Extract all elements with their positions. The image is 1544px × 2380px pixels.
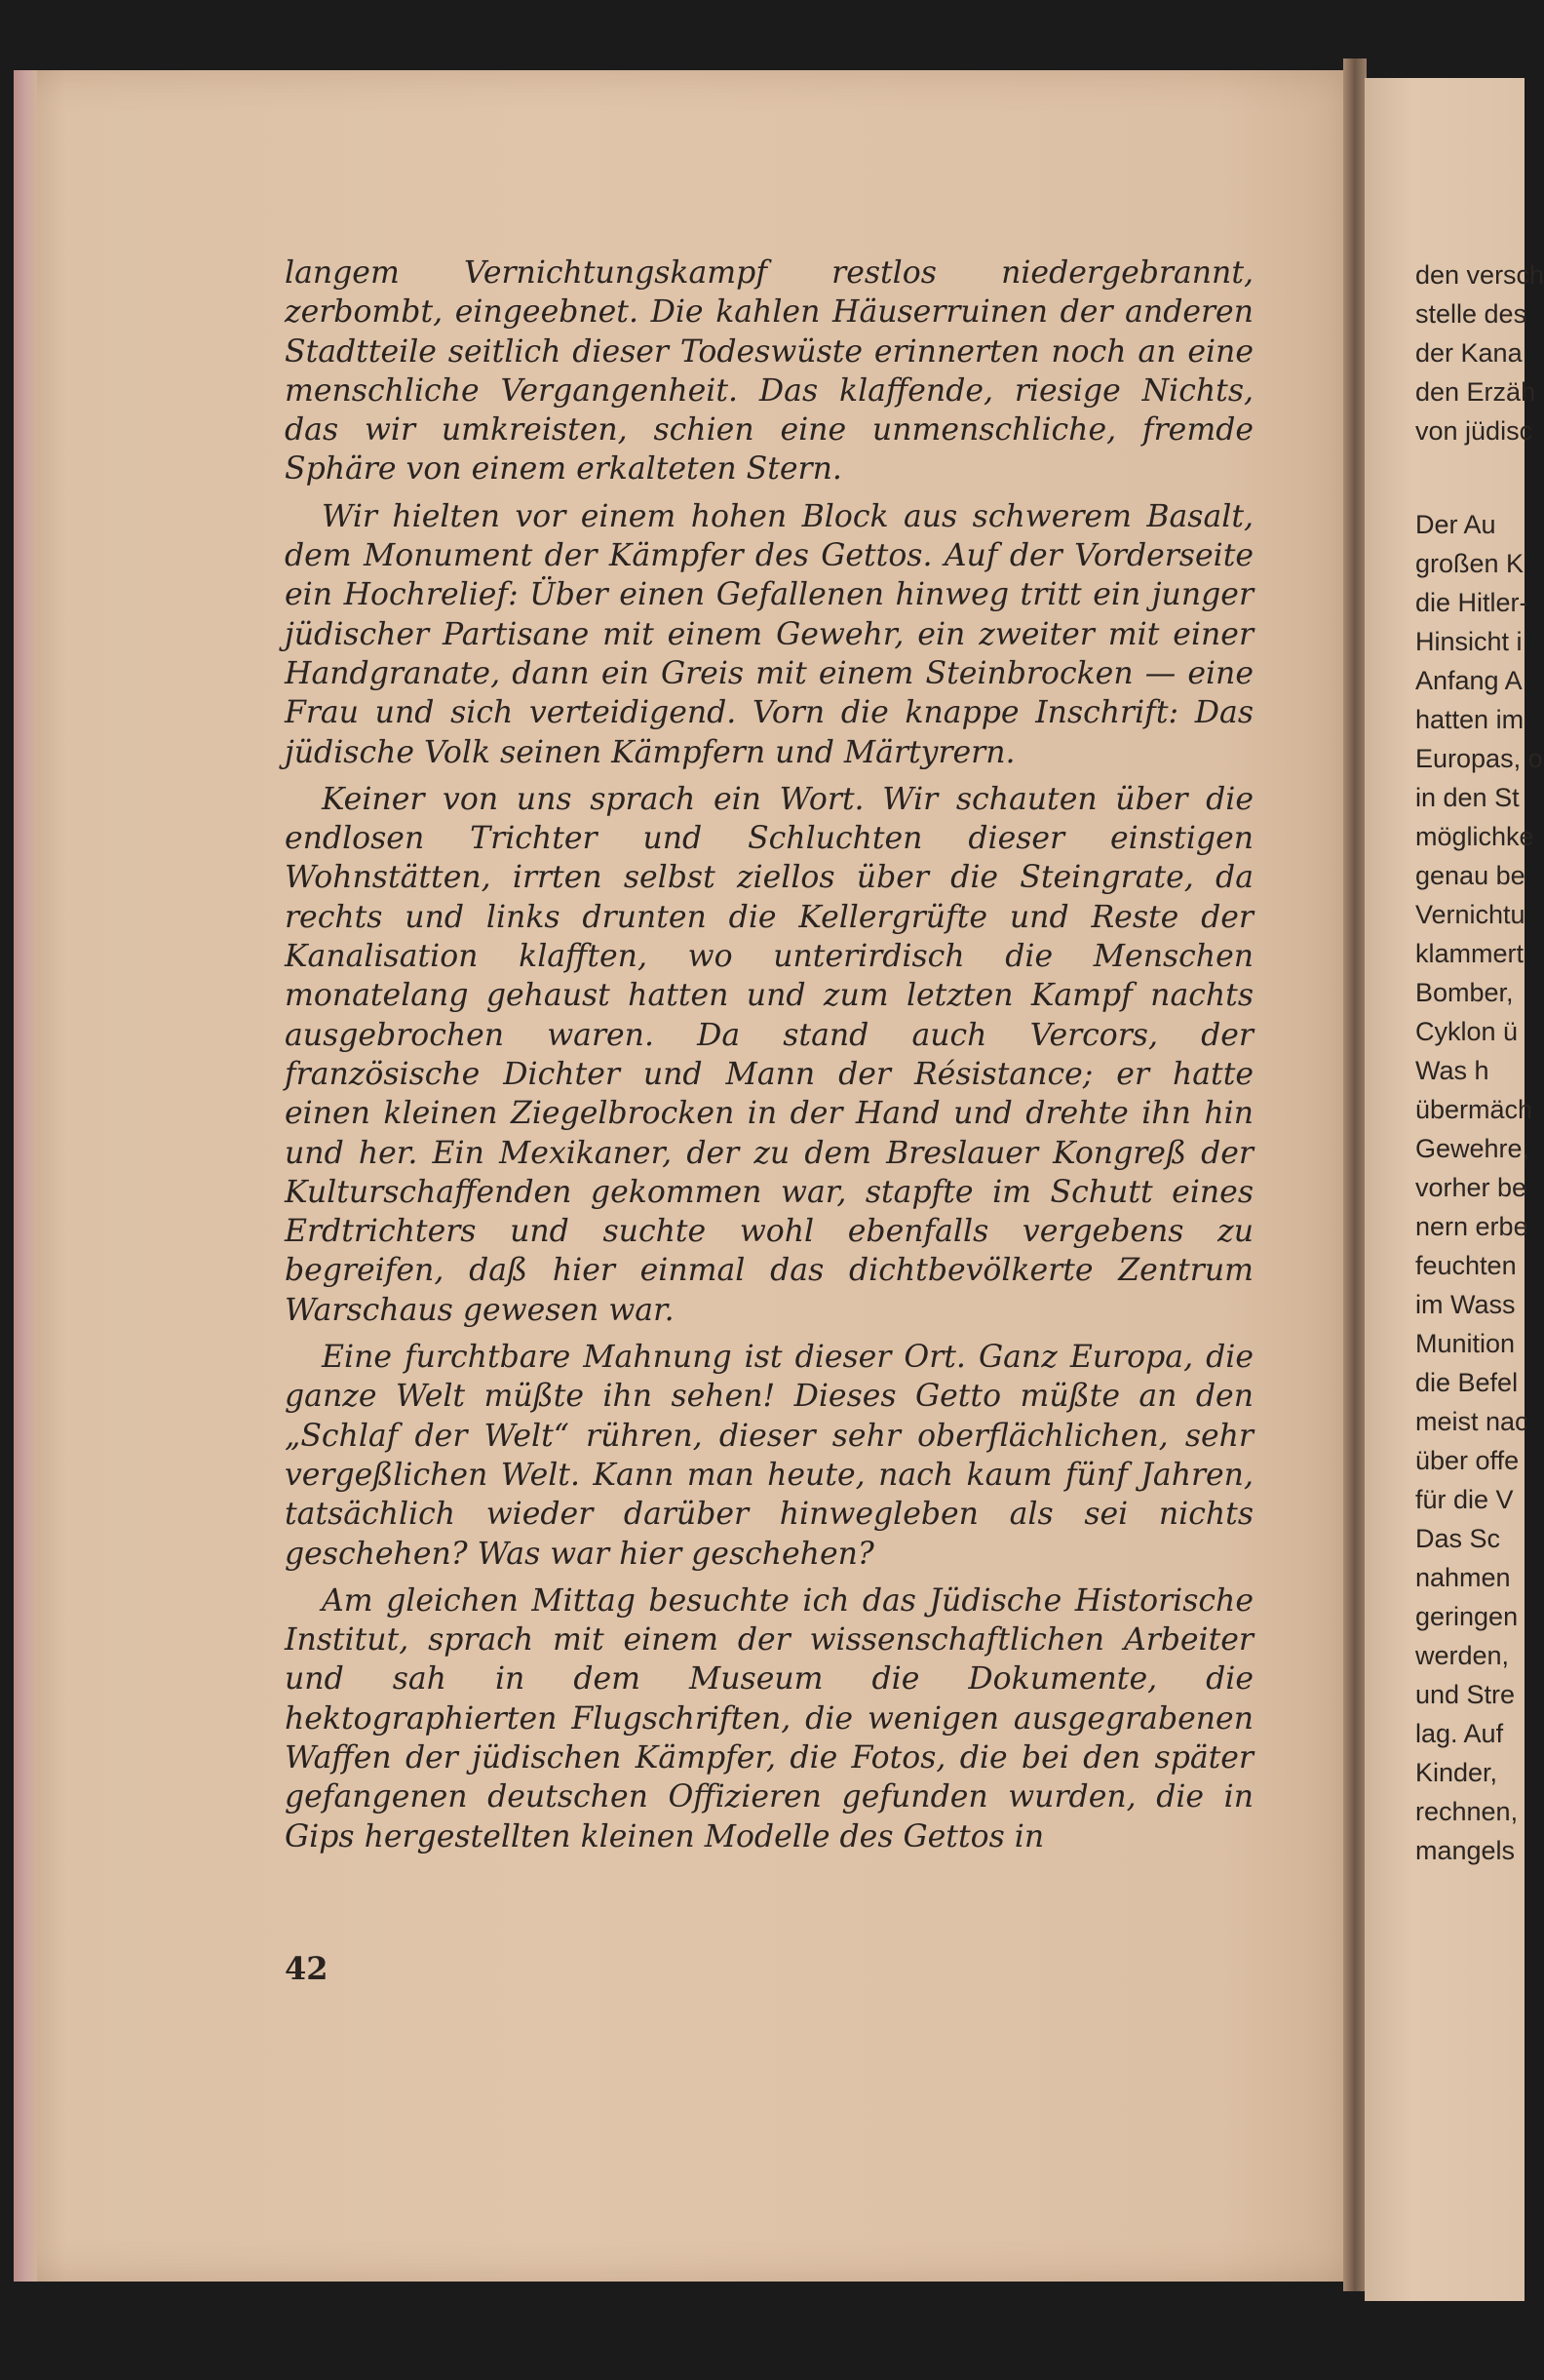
paragraph-1: langem Vernichtungskampf restlos niedergebrannt, zerbombt, eingeebnet. Die kahlen Häuserruinen der anderen Stadtteile seitlich dieser Todeswüste erinnerten noch an eine menschliche Vergangenheit. Das klaffende, riesige Nichts, das wir umkreisten, schien eine unmenschliche, fremde Sphäre von einem erkalteten Stern. [285, 255, 1254, 488]
right-line: nahmen [1415, 1563, 1511, 1592]
right-line: die Hitler- [1415, 588, 1528, 617]
right-line: die Befel [1415, 1368, 1519, 1397]
paragraph-2: Wir hielten vor einem hohen Block aus schwerem Basalt, dem Monument der Kämpfer des Gettos. Auf der Vorderseite ein Hochrelief: Über einen Gefallenen hinweg tritt ein junger jüdischer Partisane mit einem Gewehr, ein zweiter mit einer Handgranate, dann ein Greis mit einem Steinbrocken — eine Frau und sich verteidigend. Vorn die knappe Inschrift: Das jüdische Volk seinen Kämpfern und Märtyrern. [285, 498, 1254, 770]
right-line: Der Au [1415, 510, 1496, 539]
right-line: Hinsicht i [1415, 627, 1523, 656]
paragraph-5: Am gleichen Mittag besuchte ich das Jüdische Historische Institut, sprach mit einem der wissenschaftlichen Arbeiter und sah in dem Museum die Dokumente, die hektographierten Flugschriften, die wenigen ausgegrabenen Waffen der jüdischen Kämpfer, die Fotos, die bei den später gefangenen deutschen Offizieren gefunden wurden, die in Gips hergestellten kleinen Modelle des Gettos in [285, 1582, 1254, 1854]
right-line: über offe [1415, 1446, 1520, 1475]
right-page-text [1415, 255, 1544, 1870]
right-line: vorher be [1415, 1173, 1527, 1202]
right-line: Kinder, [1415, 1758, 1498, 1787]
paragraph-4: Eine furchtbare Mahnung ist dieser Ort. Ganz Europa, die ganze Welt müßte ihn sehen! Dieses Getto müßte an den „Schlaf der Welt“ rühren, dieser sehr oberflächlichen, sehr vergeßlichen Welt. Kann man heute, nach kaum fünf Jahren, tatsächlich wieder darüber hinwegleben als sei nichts geschehen? Was war hier geschehen? [285, 1340, 1254, 1572]
right-line: Was h [1415, 1056, 1489, 1085]
right-line: lag. Auf [1415, 1719, 1504, 1748]
right-line: Das Sc [1415, 1524, 1501, 1553]
right-line: Europas, o [1415, 744, 1543, 773]
book-gutter [1343, 59, 1367, 2291]
left-page-edge [14, 70, 37, 2282]
right-line: den versch [1415, 260, 1544, 290]
right-line: stelle des [1415, 299, 1527, 329]
right-line: geringen [1415, 1602, 1519, 1631]
right-line: hatten im [1415, 705, 1525, 734]
right-line: klammert [1415, 939, 1525, 968]
right-line: Cyklon ü [1415, 1017, 1519, 1046]
right-line: im Wass [1415, 1290, 1516, 1319]
right-line: von jüdisc [1415, 416, 1533, 446]
right-line: Gewehre, [1415, 1134, 1530, 1163]
right-line: großen K [1415, 549, 1525, 578]
right-line: in den St [1415, 783, 1520, 812]
right-line: Munition [1415, 1329, 1516, 1358]
paragraph-3: Keiner von uns sprach ein Wort. Wir schauten über die endlosen Trichter und Schluchten dieser einstigen Wohnstätten, irrten selbst ziellos über die Steingrate, da rechts und links drunten die Kellergrüfte und Reste der Kanalisation klafften, wo unterirdisch die Menschen monatelang gehaust hatten und zum letzten Kampf nachts ausgebrochen waren. Da stand auch Vercors, der französische Dichter und Mann der Résistance; er hatte einen kleinen Ziegelbrocken in der Hand und drehte ihn hin und her. Ein Mexikaner, der zu dem Breslauer Kongreß der Kulturschaffenden gekommen war, stapfte im Schutt eines Erdtrichters und suchte wohl ebenfalls vergebens zu begreifen, daß hier einmal das dichtbevölkerte Zentrum Warschaus gewesen war. [285, 781, 1254, 1328]
right-line: nern erbe [1415, 1212, 1528, 1241]
right-line: genau be [1415, 861, 1525, 890]
right-line: und Stre [1415, 1680, 1516, 1709]
right-line: übermäch [1415, 1095, 1533, 1124]
right-line: mangels [1415, 1836, 1516, 1865]
right-line: möglichke [1415, 822, 1534, 851]
right-line: werden, [1415, 1641, 1510, 1670]
right-line: Bomber, [1415, 978, 1514, 1007]
right-line: rechnen, [1415, 1797, 1519, 1826]
right-line: für die V [1415, 1485, 1514, 1514]
right-line: feuchten [1415, 1251, 1517, 1280]
right-line: Vernichtu [1415, 900, 1525, 929]
right-gap [1415, 450, 1532, 505]
body-text [285, 254, 1254, 1864]
right-line: Anfang A [1415, 666, 1523, 695]
right-line: den Erzäh [1415, 377, 1536, 407]
page-number: 42 [285, 1950, 328, 1987]
right-line: der Kana [1415, 338, 1523, 368]
right-line: meist nac [1415, 1407, 1528, 1436]
